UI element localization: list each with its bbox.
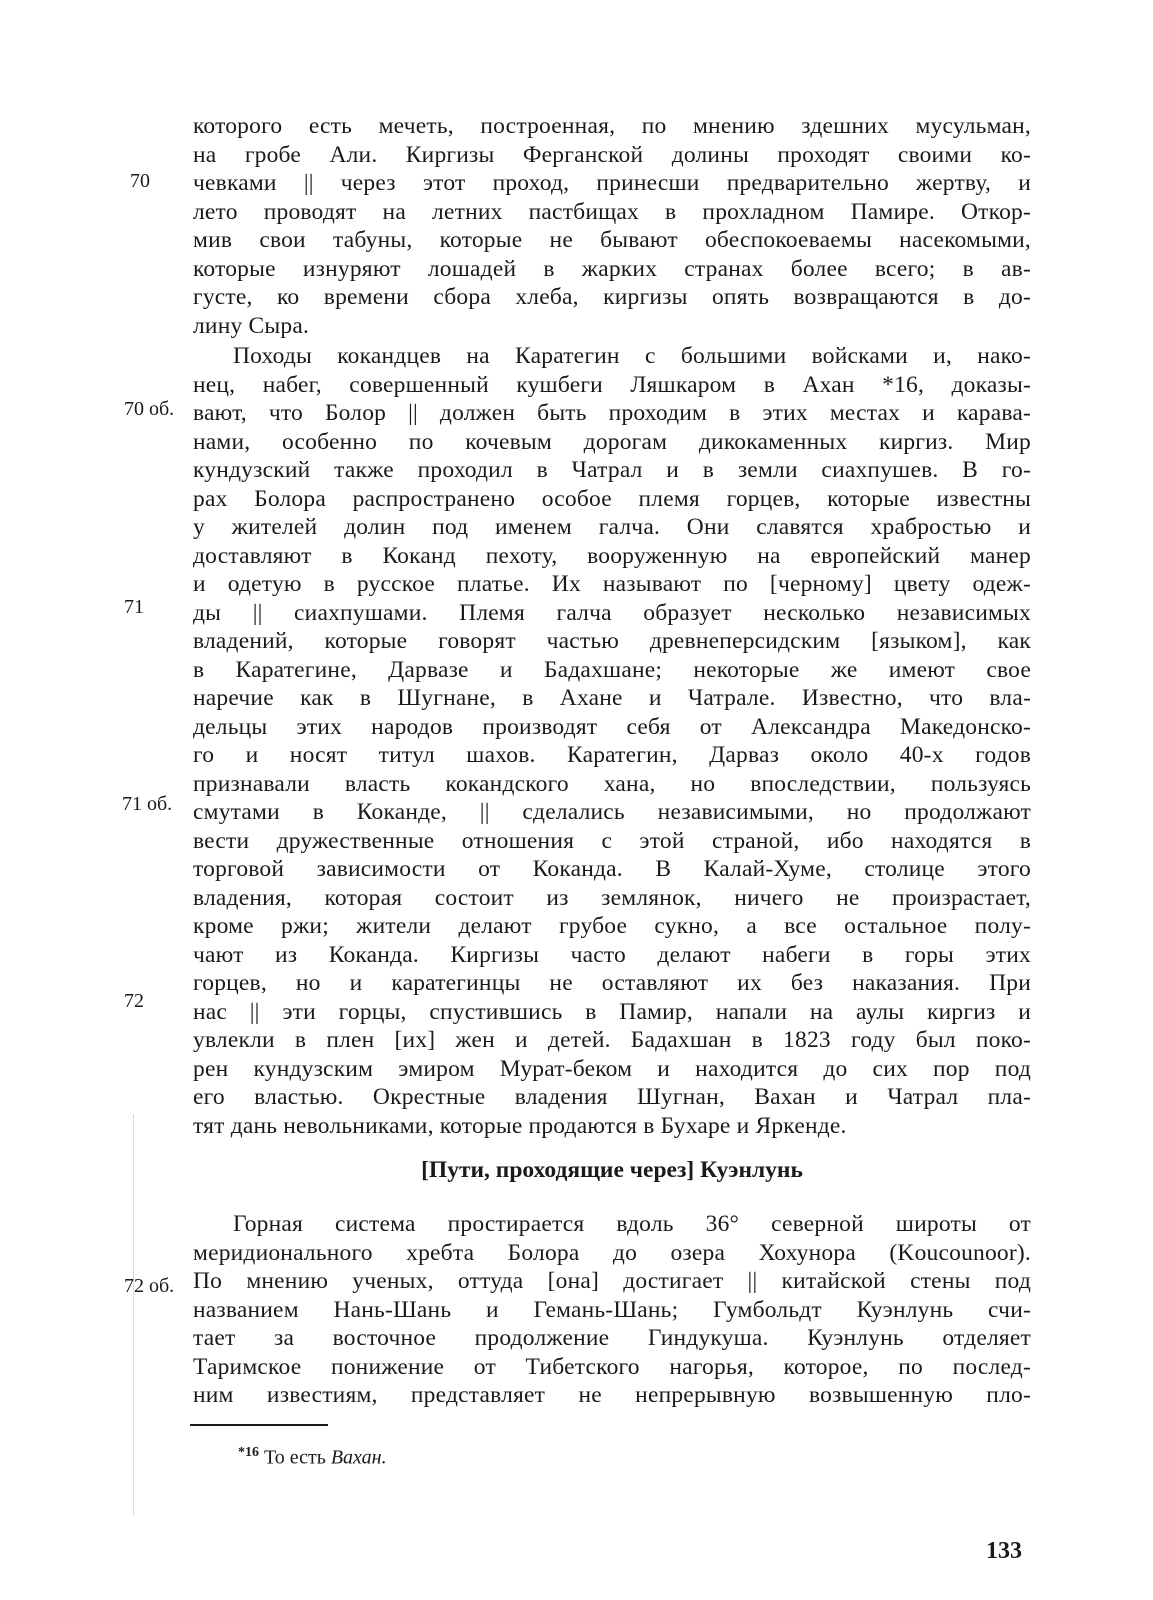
paragraph-1 bbox=[193, 112, 1031, 340]
footnote-italic-text: Вахан. bbox=[330, 1446, 387, 1469]
text-line: меридионального хребта Болора до озера Хохунора (Koucounoor). bbox=[193, 1239, 1031, 1266]
margin-number-72: 72 bbox=[124, 990, 144, 1012]
text-line: смутами в Коканде, || сделались независимыми, но продолжают bbox=[193, 799, 1031, 825]
text-line: горцев, но и каратегинцы не оставляют их без наказания. При bbox=[193, 970, 1031, 996]
text-line: и одетую в русское платье. Их называют по [черному] цвету одеж- bbox=[193, 571, 1031, 597]
text-line: доставляют в Коканд пехоту, вооруженную на европейский манер bbox=[193, 542, 1031, 569]
text-line: рах Болора распространено особое племя горцев, которые известны bbox=[193, 485, 1031, 512]
text-line: признавали власть кокандского хана, но впоследствии, пользуясь bbox=[193, 770, 1031, 797]
text-line: в Каратегине, Дарвазе и Бадахшане; некоторые же имеют свое bbox=[193, 656, 1031, 683]
margin-number-72-ob: 72 об. bbox=[124, 1275, 175, 1297]
text-line: дельцы этих народов производят себя от Александра Македонско- bbox=[193, 713, 1031, 740]
text-line: нами, особенно по кочевым дорогам дикокаменных киргиз. Мир bbox=[193, 428, 1031, 455]
text-line: у жителей долин под именем галча. Они славятся храбростью и bbox=[193, 514, 1031, 540]
text-line: увлекли в плен [их] жен и детей. Бадахшан в 1823 году был поко- bbox=[193, 1027, 1031, 1053]
text-line: ним известиям, представляет не непрерывную возвышенную пло- bbox=[193, 1382, 1031, 1408]
text-line: густе, ко времени сбора хлеба, киргизы опять возвращаются в до- bbox=[193, 284, 1031, 310]
text-line: Таримское понижение от Тибетского нагорья, которое, по послед- bbox=[193, 1353, 1031, 1380]
text-line: названием Нань-Шань и Гемань-Шань; Гумбольдт Куэнлунь счи- bbox=[193, 1296, 1031, 1323]
text-line: вести дружественные отношения с этой страной, ибо находятся в bbox=[193, 827, 1031, 854]
margin-number-71-ob: 71 об. bbox=[122, 793, 173, 815]
text-line: его властью. Окрестные владения Шугнан, Вахан и Чатрал пла- bbox=[193, 1084, 1031, 1110]
text-line: чевками || через этот проход, принесши предварительно жертву, и bbox=[193, 170, 1031, 196]
text-line: вают, что Болор || должен быть проходим в этих местах и карава- bbox=[193, 400, 1031, 426]
margin-number-70-ob: 70 об. bbox=[124, 398, 175, 420]
text-line: владений, которые говорят частью древнеперсидским [языком], как bbox=[193, 628, 1031, 654]
text-line: лину Сыра. bbox=[193, 312, 310, 339]
footnote-rule bbox=[190, 1424, 328, 1426]
footnote-mark: *16 bbox=[238, 1445, 259, 1460]
text-line: кундузский также проходил в Чатрал и в земли сиахпушев. В го- bbox=[193, 457, 1031, 483]
text-line: Горная система простирается вдоль 36° северной широты от bbox=[233, 1211, 1031, 1237]
text-line: мив свои табуны, которые не бывают обеспокоеваемы насекомыми, bbox=[193, 227, 1031, 253]
text-line: кроме ржи; жители делают грубое сукно, а все остальное полу- bbox=[193, 913, 1031, 939]
text-line: лето проводят на летних пастбищах в прохладном Памире. Откор- bbox=[193, 198, 1031, 225]
section-heading: [Пути, проходящие через] Куэнлунь bbox=[421, 1157, 803, 1183]
text-line: которого есть мечеть, построенная, по мнению здешних мусульман, bbox=[193, 113, 1031, 139]
footnote bbox=[238, 1440, 387, 1471]
text-line: нец, набег, совершенный кушбеги Ляшкаром в Ахан *16, доказы- bbox=[193, 371, 1031, 398]
footnote-text: То есть bbox=[264, 1446, 331, 1469]
margin-number-71: 71 bbox=[124, 596, 144, 618]
text-line: ды || сиахпушами. Племя галча образует несколько независимых bbox=[193, 599, 1031, 626]
text-line: которые изнуряют лошадей в жарких странах более всего; в ав- bbox=[193, 255, 1031, 282]
paragraph-2 bbox=[193, 342, 1031, 1140]
text-line: торговой зависимости от Коканда. В Калай-Хуме, столице этого bbox=[193, 856, 1031, 882]
text-line: нас || эти горцы, спустившись в Памир, напали на аулы киргиз и bbox=[193, 998, 1031, 1025]
text-line: наречие как в Шугнане, в Ахане и Чатрале. Известно, что вла- bbox=[193, 685, 1031, 711]
text-line: го и носят титул шахов. Каратегин, Дарваз около 40-х годов bbox=[193, 742, 1031, 768]
paragraph-3 bbox=[193, 1210, 1031, 1410]
scan-edge-mark bbox=[133, 1115, 134, 1515]
text-line: тят дань невольниками, которые продаются в Бухаре и Яркенде. bbox=[193, 1112, 847, 1139]
text-line: на гробе Али. Киргизы Ферганской долины проходят своими ко- bbox=[193, 141, 1031, 168]
text-line: чают из Коканда. Киргизы часто делают набеги в горы этих bbox=[193, 941, 1031, 968]
text-line: Походы кокандцев на Каратегин с большими войсками и, нако- bbox=[233, 343, 1031, 369]
margin-number-70: 70 bbox=[130, 170, 150, 192]
text-line: тает за восточное продолжение Гиндукуша. Куэнлунь отделяет bbox=[193, 1325, 1031, 1351]
text-line: рен кундузским эмиром Мурат-беком и находится до сих пор под bbox=[193, 1055, 1031, 1082]
text-line: владения, которая состоит из землянок, ничего не произрастает, bbox=[193, 884, 1031, 911]
text-line: По мнению ученых, оттуда [она] достигает || китайской стены под bbox=[193, 1268, 1031, 1294]
page-number: 133 bbox=[986, 1538, 1022, 1564]
